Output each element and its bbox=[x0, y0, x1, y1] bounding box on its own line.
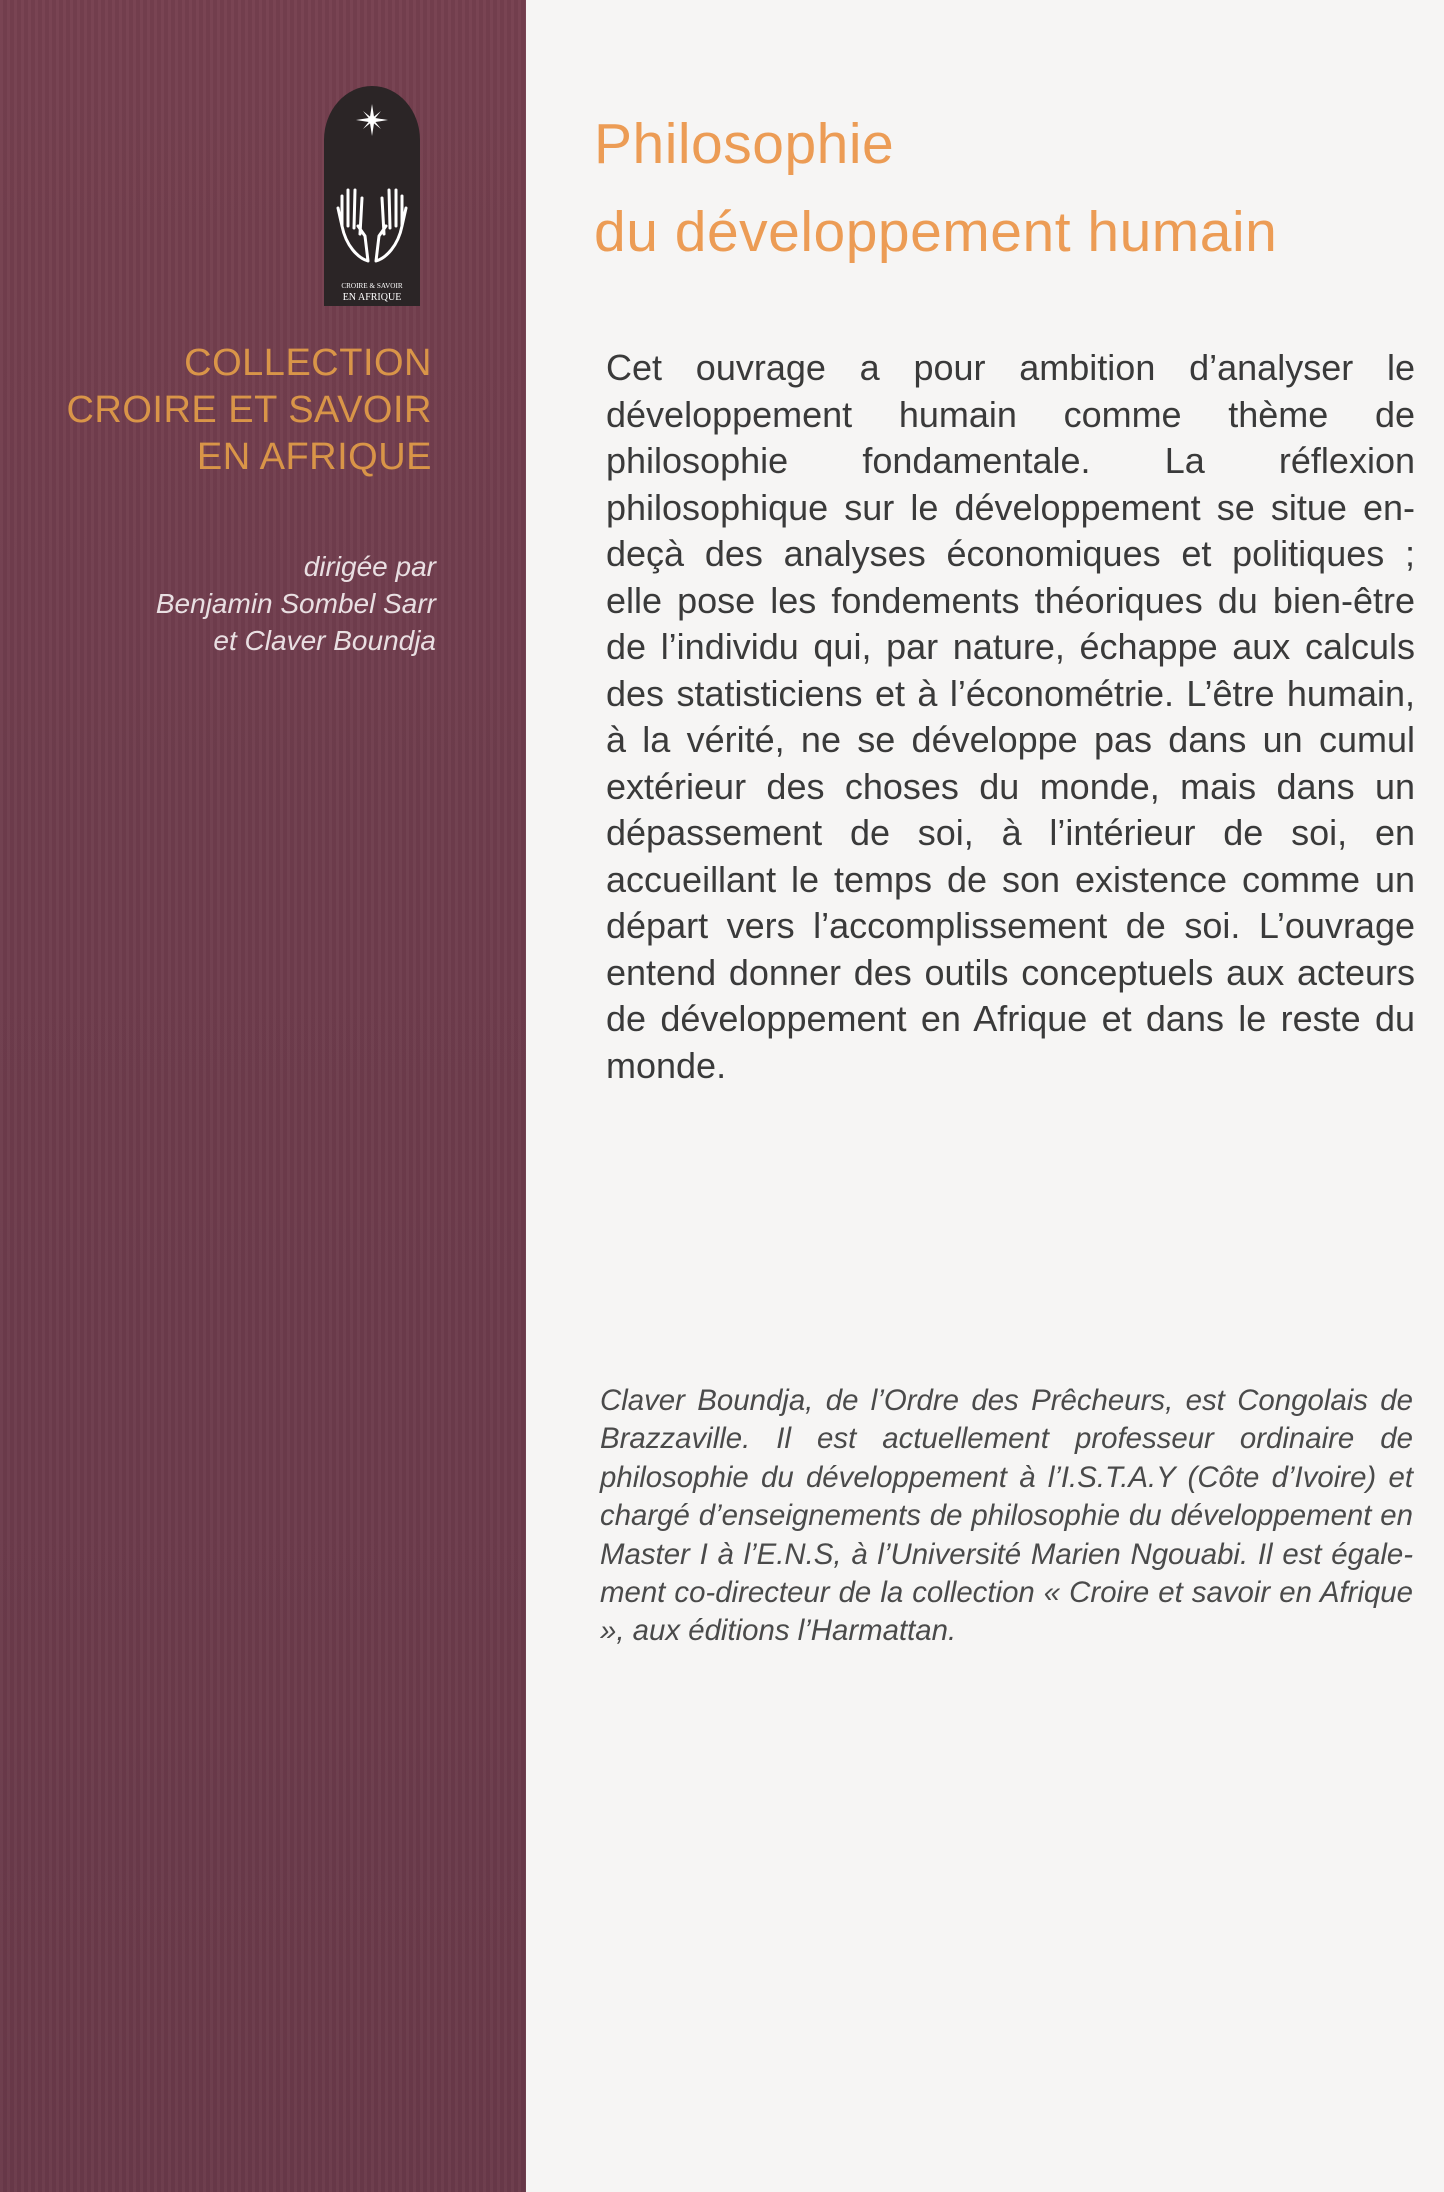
collection-title-line: EN AFRIQUE bbox=[196, 436, 432, 478]
collection-title bbox=[0, 340, 432, 481]
book-title bbox=[594, 100, 1444, 276]
logo-line2: EN AFRIQUE bbox=[342, 292, 402, 303]
collection-title-line: COLLECTION bbox=[184, 342, 432, 384]
author-bio bbox=[600, 1382, 1413, 1651]
book-title-line: du développement humain bbox=[594, 200, 1278, 264]
directed-by-line: dirigée par bbox=[303, 551, 436, 582]
main-content bbox=[526, 0, 1444, 2192]
book-title-line: Philosophie bbox=[594, 112, 895, 176]
author-name: Claver Boundja bbox=[600, 1384, 806, 1417]
book-summary: Cet ouvrage a pour ambition d’analyser le développement humain comme thème de philosophie fondamentale. La réflexion philosophique sur le développement se situe en-deçà des analyses économiques et politiques ; elle pose les fondements théoriques du bien-être de l’individu qui, par nature, échappe aux calculs des statisticiens et à l’économétrie. L’être humain, à la vérité, ne se développe pas dans un cumul extérieur des choses du monde, mais dans un dépassement de soi, à l’intérieur de soi, en accueillant le temps de son existence comme un départ vers l’accomplissement de soi. L’ouvrage entend donner des outils conceptuels aux acteurs de développement en Afrique et dans le reste du monde. bbox=[606, 347, 1415, 1086]
directed-by bbox=[0, 548, 436, 659]
author-bio-text: , de l’Ordre des Prêcheurs, est Congolais de Brazzaville. Il est actuellement professeur ordinaire de philosophie du développement à l’I.S.T.A.Y (Côte d’Ivoire) et chargé d’enseignements de philosophie du développement en Master I à l’E.N.S, à l’Université Marien Ngouabi. Il est également co-directeur de la collection « Croire et savoir en Afrique », aux éditions l’Harmattan. bbox=[600, 1384, 1413, 1648]
logo-line1: CROIRE & SAVOIR bbox=[341, 282, 403, 290]
hands-with-star-logo-icon bbox=[318, 86, 426, 306]
directed-by-line: Benjamin Sombel Sarr bbox=[155, 588, 436, 619]
sidebar-panel bbox=[0, 0, 526, 2192]
collection-title-line: CROIRE ET SAVOIR bbox=[66, 389, 432, 431]
directed-by-line: et Claver Boundja bbox=[213, 625, 436, 656]
